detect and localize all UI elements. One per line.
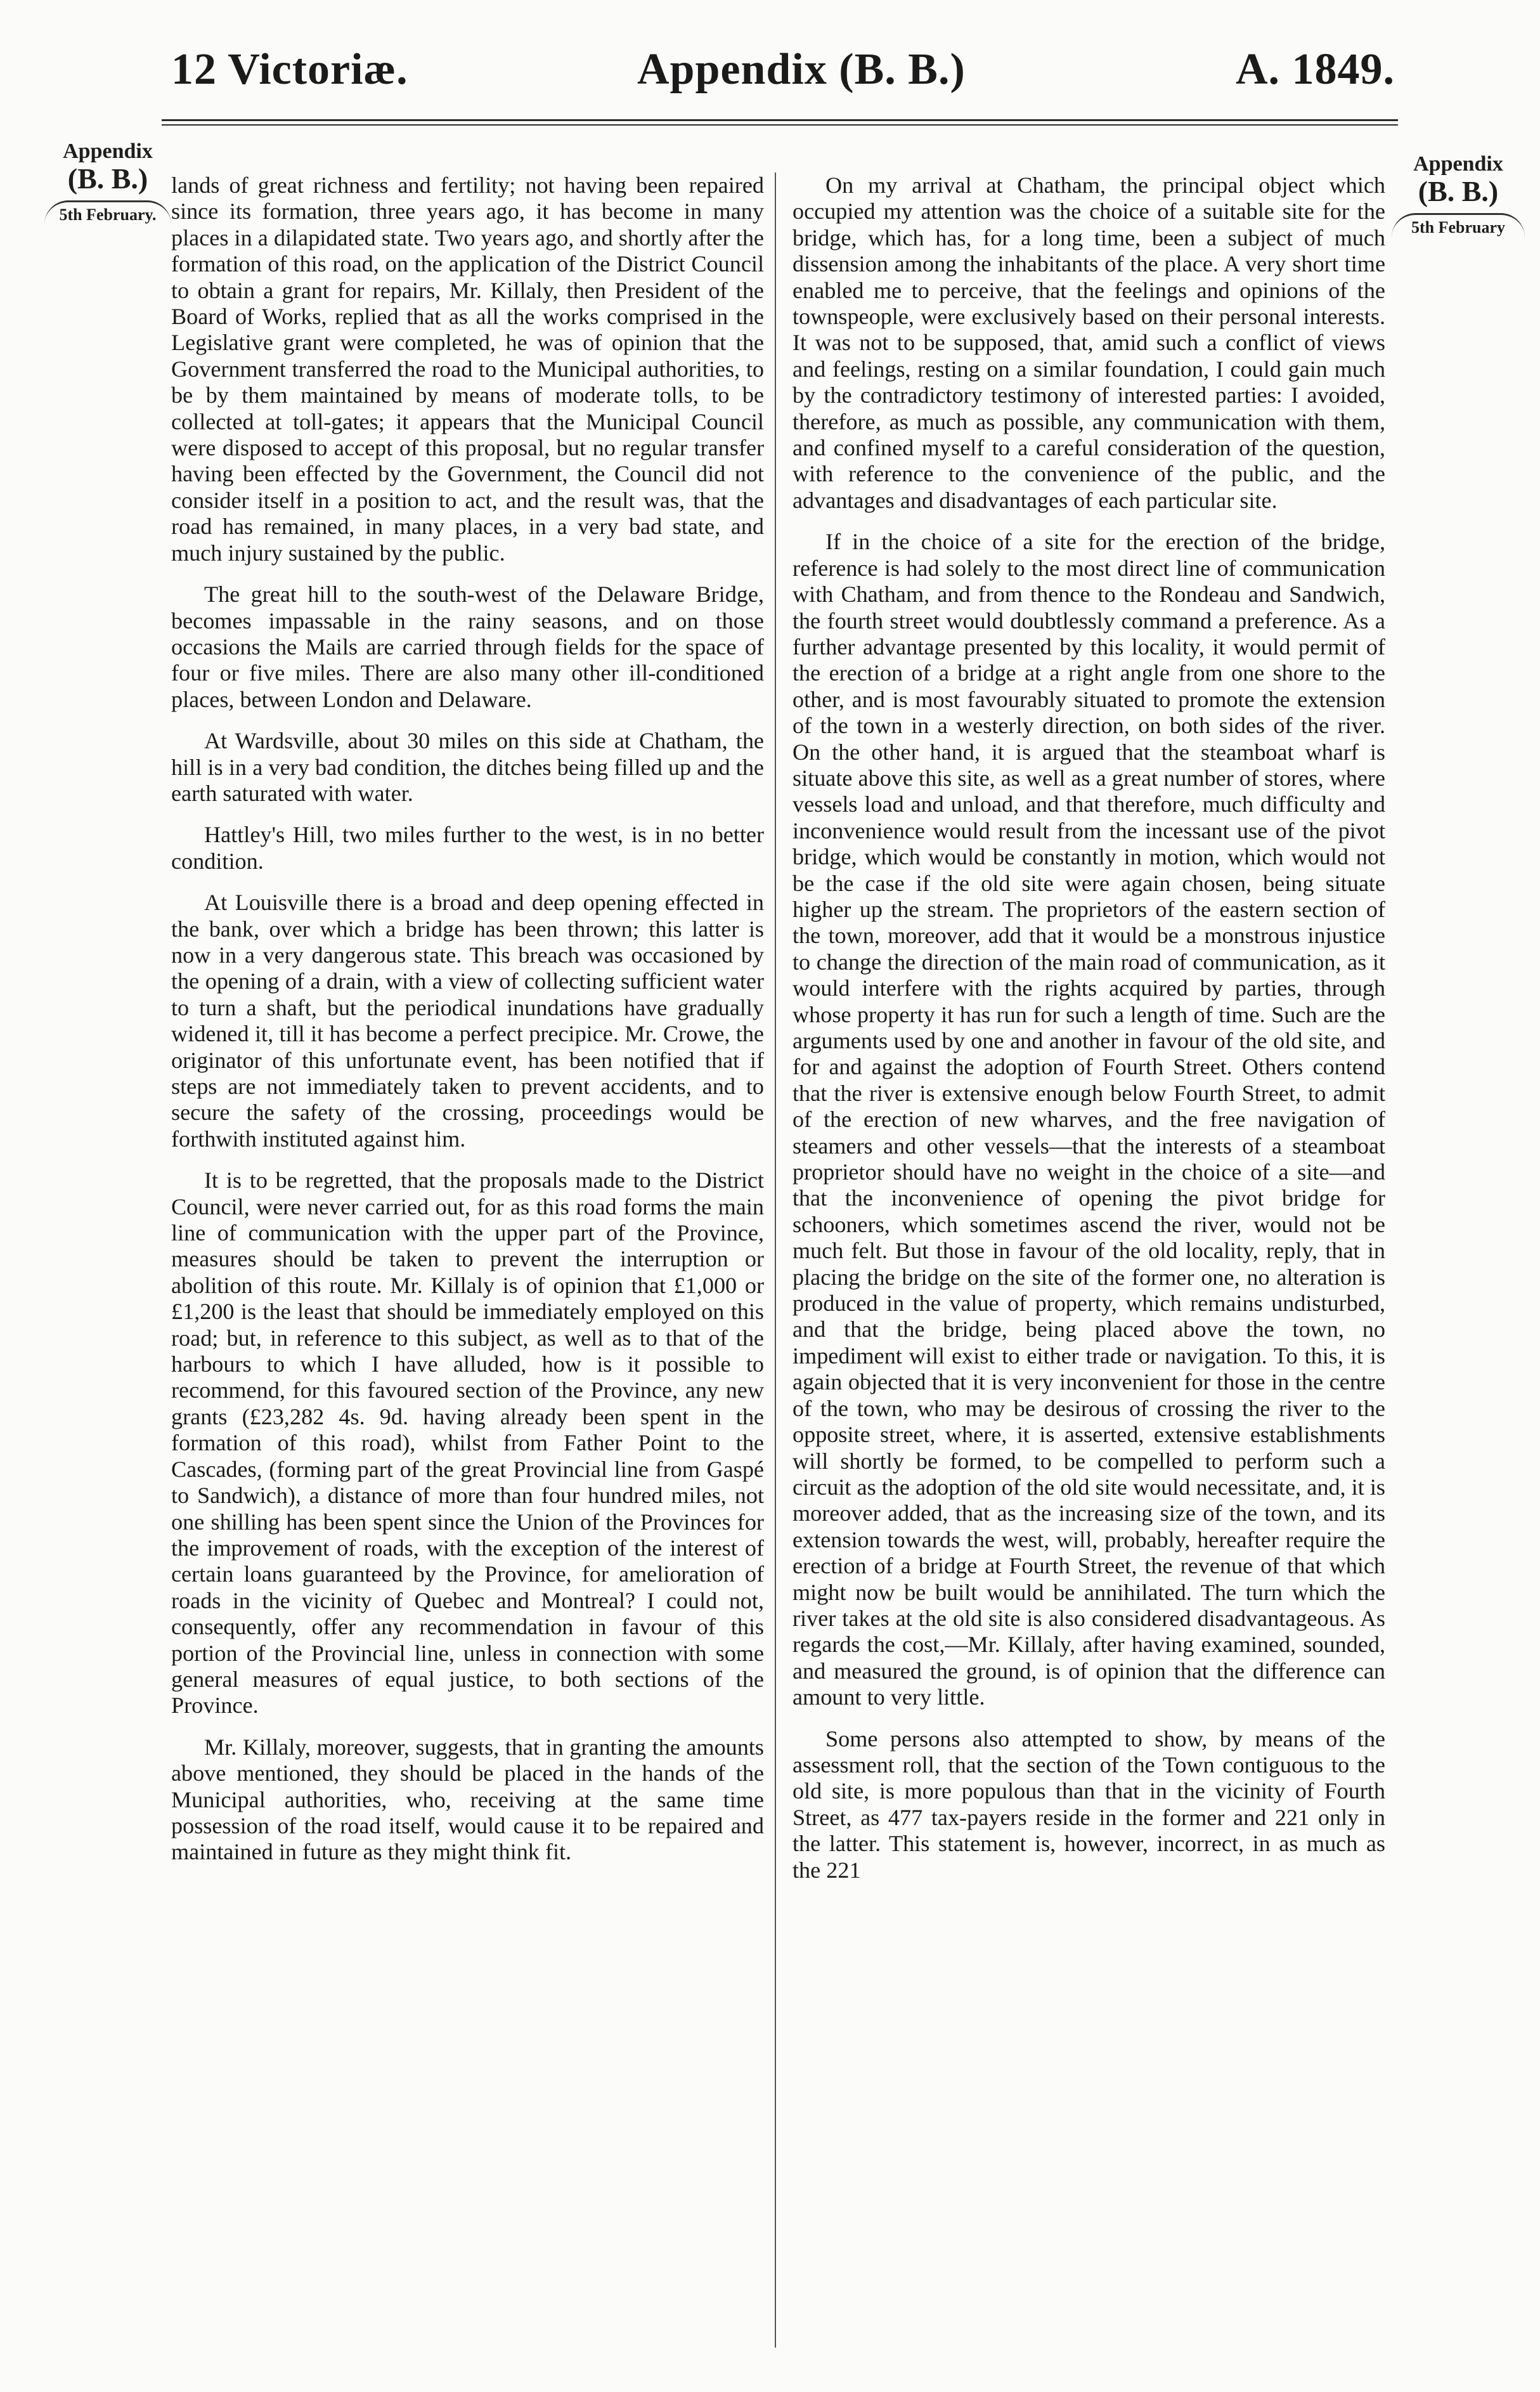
- paragraph: Some persons also attempted to show, by means of the assessment roll, that the section of the Town contiguous to the old site, is more populous than that in the vicinity of Fourth Street, as 477 tax-payers reside in the former and 221 only in the latter. This statement is, however, incorrect, in as much as the 221: [793, 1726, 1385, 1883]
- margin-date: 5th February.: [44, 200, 171, 224]
- margin-appendix-label: Appendix: [63, 140, 153, 163]
- paragraph: The great hill to the south-west of the Delaware Bridge, becomes impassable in the rainy seasons, and on those occasions the Mails are carried through fields for the space of four or five miles. There are also many other ill-conditioned places, between London and Delaware.: [171, 582, 764, 712]
- left-column: [171, 172, 764, 2367]
- paragraph: lands of great richness and fertility; not having been repaired since its formation, three years ago, it has become in many places in a dilapidated state. Two years ago, and shortly after the formation of this road, on the application of the District Council to obtain a grant for repairs, Mr. Killaly, then President of the Board of Works, replied that as all the works comprised in the Legislative grant were completed, he was of opinion that the Government transferred the road to the Municipal authorities, to be by them maintained by means of moderate tolls, to be collected at toll-gates; it appears that the Municipal Council were disposed to accept of this proposal, but no regular transfer having been effected by the Government, the Council did not consider itself in a position to act, and the result was, that the road has remained, in many places, in a very bad state, and much injury sustained by the public.: [171, 172, 764, 566]
- paragraph: On my arrival at Chatham, the principal object which occupied my attention was the choice of a suitable site for the bridge, which has, for a long time, been a subject of much dissension among the inhabitants of the place. A very short time enabled me to perceive, that the feelings and opinions of the townspeople, were exclusively based on their personal interests. It was not to be supposed, that, amid such a conflict of views and feelings, resting on a similar foundation, I could gain much by the contradictory testimony of interested parties: I avoided, therefore, as much as possible, any communication with them, and confined myself to a careful consideration of the question, with reference to the convenience of the public, and the advantages and disadvantages of each particular site.: [793, 172, 1385, 513]
- margin-appendix-code: (B. B.): [67, 162, 148, 195]
- header-appendix: Appendix (B. B.): [637, 45, 966, 94]
- paragraph: If in the choice of a site for the erection of the bridge, reference is had solely to the most direct line of communication with Chatham, and from thence to the Rondeau and Sandwich, the fourth street would doubtlessly command a preference. As a further advantage presented by this locality, it would permit of the erection of a bridge at a right angle from one shore to the other, and is most favourably situated to promote the extension of the town in a westerly direction, on both sides of the river. On the other hand, it is argued that the steamboat wharf is situate above this site, as well as a great number of stores, where vessels load and unload, and that therefore, much difficulty and inconvenience would result from the incessant use of the pivot bridge, which would be constantly in motion, which would not be the case if the old site were again chosen, being situate higher up the stream. The proprietors of the eastern section of the town, moreover, add that it would be a monstrous injustice to change the direction of the main road of communication, as it would interfere with the rights acquired by parties, through whose property it has run for such a length of time. Such are the arguments used by one and another in favour of the old site, and for and against the adoption of Fourth Street. Others contend that the river is extensive enough below Fourth Street, to admit of the erection of new wharves, and the free navigation of steamers and other vessels—that the interests of a steamboat proprietor should have no weight in the choice of a site—and that the inconvenience of opening the pivot bridge for schooners, which sometimes ascend the river, would not be much felt. But those in favour of the old locality, reply, that in placing the bridge on the site of the former one, no alteration is produced in the value of property, which remains undisturbed, and that the bridge, being placed above the town, no impediment will exist to either trade or navigation. To this, it is again objected that it is very inconvenient for those in the centre of the town, who may be desirous of crossing the river to the opposite street, where, it is asserted, extensive establishments will shortly be formed, to be compelled to perform such a circuit as the adoption of the old site would necessitate, and, it is moreover added, that as the increasing size of the town, and its extension towards the west, will, probably, hereafter require the erection of a bridge at Fourth Street, the revenue of that which might now be built would be annihilated. The turn which the river takes at the old site is also considered disadvantageous. As regards the cost,—Mr. Killaly, after having examined, sounded, and measured the ground, is of opinion that the difference can amount to very little.: [793, 529, 1385, 1710]
- margin-note-right: [1392, 152, 1525, 237]
- paragraph: At Wardsville, about 30 miles on this side at Chatham, the hill is in a very bad condition, the ditches being filled up and the earth saturated with water.: [171, 728, 764, 806]
- margin-date: 5th February: [1392, 213, 1525, 237]
- header-session: 12 Victoriæ.: [171, 45, 408, 94]
- header-rule-thin: [162, 124, 1398, 126]
- header-rule: [162, 119, 1398, 121]
- header-year: A. 1849.: [1235, 45, 1395, 94]
- page-header: [171, 44, 1395, 114]
- paragraph: Hattley's Hill, two miles further to the west, is in no better condition.: [171, 822, 764, 874]
- column-divider: [775, 172, 776, 2348]
- paragraph: It is to be regretted, that the proposals made to the District Council, were never carried out, for as this road forms the main line of communication with the upper part of the Province, measures should be taken to prevent the interruption or abolition of this route. Mr. Killaly is of opinion that £1,000 or £1,200 is the least that should be immediately employed on this road; but, in reference to this subject, as well as to that of the harbours to which I have alluded, how is it possible to recommend, for this favoured section of the Province, any new grants (£23,282 4s. 9d. having already been spent in the formation of this road), whilst from Father Point to the Cascades, (forming part of the great Provincial line from Gaspé to Sandwich), a distance of more than four hundred miles, not one shilling has been spent since the Union of the Provinces for the improvement of roads, with the exception of the interest of certain loans guaranteed by the Province, for amelioration of roads in the vicinity of Quebec and Montreal? I could not, consequently, offer any recommendation in favour of this portion of the Provincial line, unless in connection with some general measures of equal justice, to both sections of the Province.: [171, 1167, 764, 1719]
- paragraph: At Louisville there is a broad and deep opening effected in the bank, over which a bridge has been thrown; this latter is now in a very dangerous state. This breach was occasioned by the opening of a drain, with a view of collecting sufficient water to turn a shaft, but the periodical inundations have gradually widened it, till it has become a perfect precipice. Mr. Crowe, the originator of this unfortunate event, has been notified that if steps are not immediately taken to prevent accidents, and to secure the safety of the crossing, proceedings would be forthwith instituted against him.: [171, 890, 764, 1152]
- margin-note-left: [44, 140, 171, 224]
- right-column: [793, 172, 1385, 2367]
- margin-appendix-code: (B. B.): [1418, 175, 1499, 208]
- margin-appendix-label: Appendix: [1413, 152, 1503, 176]
- paragraph: Mr. Killaly, moreover, suggests, that in granting the amounts above mentioned, they should be placed in the hands of the Municipal authorities, who, receiving at the same time possession of the road itself, would cause it to be repaired and maintained in future as they might think fit.: [171, 1734, 764, 1865]
